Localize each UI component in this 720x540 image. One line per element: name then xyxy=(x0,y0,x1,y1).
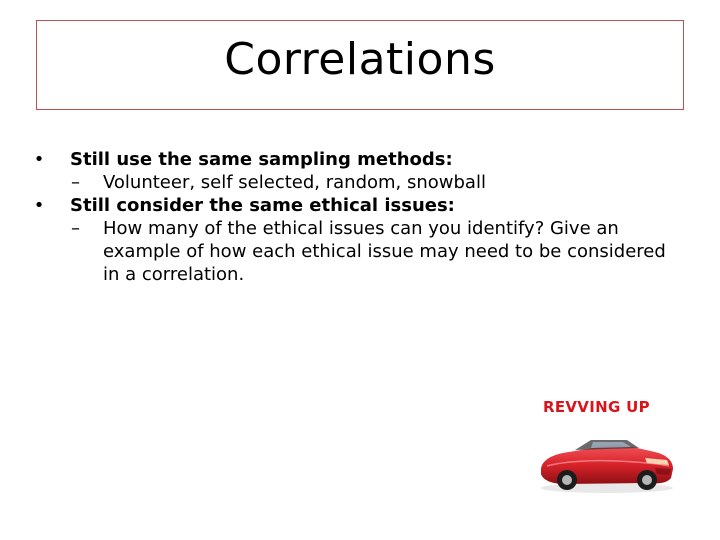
revving-up-label: REVVING UP xyxy=(543,398,650,416)
bullet-list xyxy=(29,148,679,286)
title-box xyxy=(36,20,684,110)
sub-bullet-item xyxy=(29,171,679,194)
red-convertible-car-icon xyxy=(535,428,677,494)
sub-bullet-item xyxy=(29,217,679,286)
dash-icon: – xyxy=(71,218,80,239)
slide-title: Correlations xyxy=(224,33,496,85)
bullet-item xyxy=(29,194,679,217)
sub-bullet-text: Volunteer, self selected, random, snowball xyxy=(103,172,486,193)
bullet-icon: • xyxy=(33,149,45,170)
bullet-icon: • xyxy=(33,195,45,216)
bullet-text: Still use the same sampling methods: xyxy=(70,149,453,170)
sub-bullet-text: How many of the ethical issues can you identify? Give an example of how each ethical issue may need to be considered in a correlation. xyxy=(103,218,666,285)
dash-icon: – xyxy=(71,172,80,193)
bullet-text: Still consider the same ethical issues: xyxy=(70,195,455,216)
bullet-item xyxy=(29,148,679,171)
